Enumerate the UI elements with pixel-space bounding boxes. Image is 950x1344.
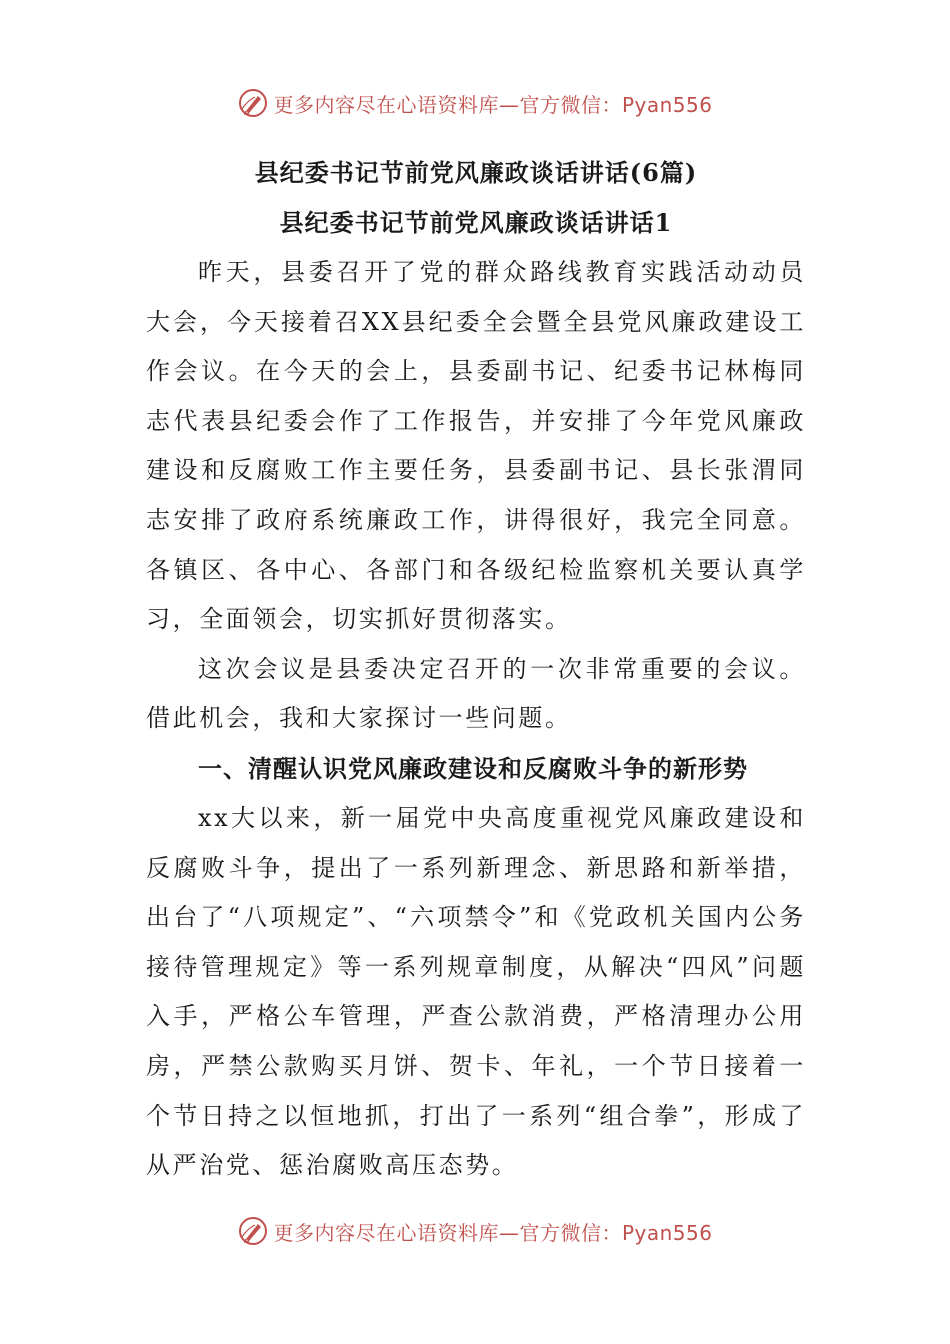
section-heading: 一、清醒认识党风廉政建设和反腐败斗争的新形势 xyxy=(198,753,748,783)
document-title: 县纪委书记节前党风廉政谈话讲话(6篇) xyxy=(254,158,698,187)
pen-logo-icon xyxy=(237,1215,269,1247)
document-body xyxy=(146,148,806,1191)
paragraph-2: 这次会议是县委决定召开的一次非常重要的会议。借此机会，我和大家探讨一些问题。 xyxy=(146,654,806,733)
document-subtitle: 县纪委书记节前党风廉政谈话讲话1 xyxy=(279,208,673,237)
watermark-banner-bottom xyxy=(0,1211,950,1251)
pen-logo-icon xyxy=(237,87,269,119)
paragraph-3: xx大以来，新一届党中央高度重视党风廉政建设和反腐败斗争，提出了一系列新理念、新思路和新举措，出台了“八项规定”、“六项禁令”和《党政机关国内公务接待管理规定》等一系列规章制度，从解决“四风”问题入手，严格公车管理，严查公款消费，严格清理办公用房，严禁公款购买月饼、贺卡、年礼，一个节日接着一个节日持之以恒地抓，打出了一系列“组合拳”，形成了从严治党、惩治腐败高压态势。 xyxy=(146,803,806,1180)
watermark-text: 更多内容尽在心语资料库—官方微信：Pyan556 xyxy=(273,1220,713,1245)
watermark-text: 更多内容尽在心语资料库—官方微信：Pyan556 xyxy=(273,92,713,117)
paragraph-1: 昨天，县委召开了党的群众路线教育实践活动动员大会，今天接着召XX县纪委全会暨全县党风廉政建设工作会议。在今天的会上，县委副书记、纪委书记林梅同志代表县纪委会作了工作报告，并安排了今年党风廉政建设和反腐败工作主要任务，县委副书记、县长张渭同志安排了政府系统廉政工作，讲得很好，我完全同意。各镇区、各中心、各部门和各级纪检监察机关要认真学习，全面领会，切实抓好贯彻落实。 xyxy=(146,258,806,634)
watermark-banner-top xyxy=(0,83,950,123)
